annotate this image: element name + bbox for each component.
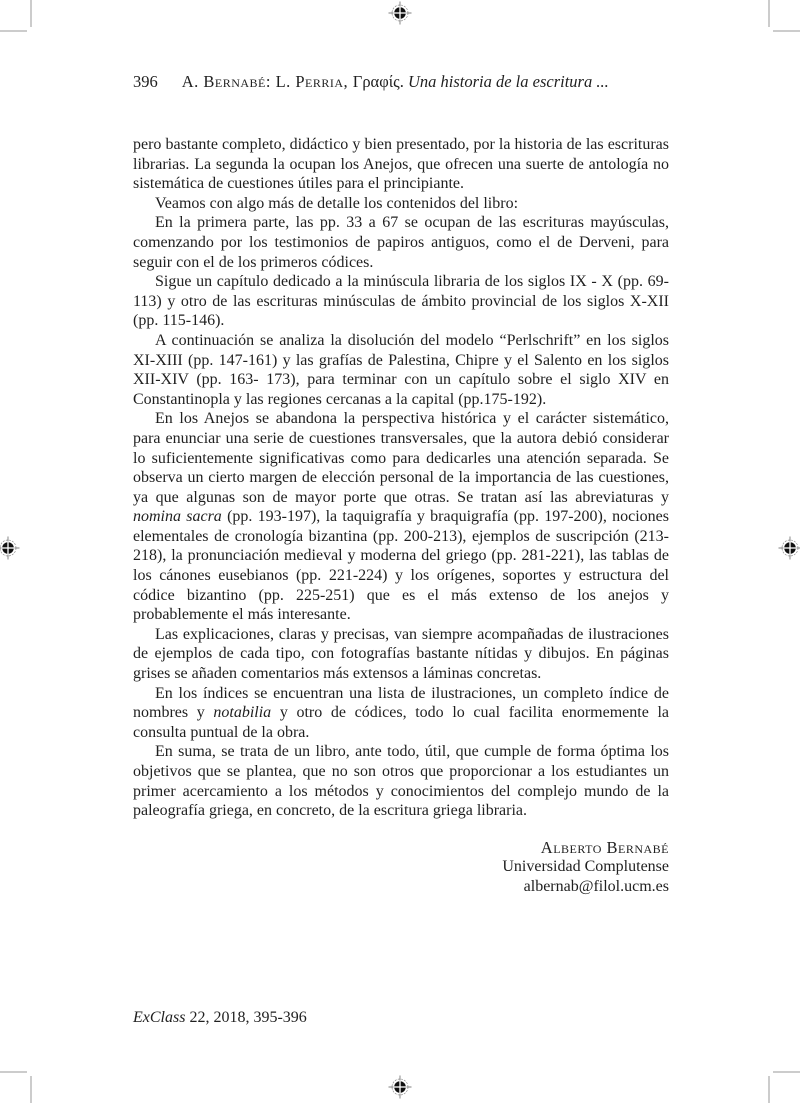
crop-mark-top-right-h — [773, 30, 800, 32]
paragraph-text: A continuación se analiza la disolución del modelo “Perlschrift” en los siglos XI-XIII (pp. 147-161) y las grafías de Palestina, Chipre y el Salento en los siglos XII-XIV (pp. 163- 173), para terminar con un capítulo sobre el siglo XIV en Constantinopla y las regiones cercanas a la capital (pp.175-192). — [133, 331, 669, 408]
registration-mark-icon — [388, 1075, 412, 1099]
registration-mark-icon — [388, 1, 412, 25]
paragraph-text: pero bastante completo, didáctico y bien presentado, por la historia de las escrituras librarias. La segunda la ocupan los Anejos, que ofrecen una suerte de antología no sistemática de cuestiones útiles para el principiante. — [133, 136, 669, 193]
page-header — [133, 72, 669, 92]
registration-mark-icon — [0, 536, 20, 560]
body-text — [133, 135, 669, 821]
paragraph — [133, 684, 669, 743]
paragraph-text: (pp. 193-197), la taquigrafía y braquigrafía (pp. 197-200), nociones elementales de cronología bizantina (pp. 200-213), ejemplos de suscripción (213-218), la pronunciación medieval y moderna del griego (pp. 281-221), las tablas de los cánones eusebianos (pp. 221-224) y los orígenes, soportes y estructura del códice bizantino (pp. 225-251) que es el más extenso de los anejos y probablemente el más interesante. — [133, 508, 669, 624]
registration-mark-icon — [778, 536, 800, 560]
citation-text: 22, 2018, 395-396 — [185, 1009, 307, 1026]
paragraph-text: Veamos con algo más de detalle los contenidos del libro: — [155, 194, 519, 212]
crop-mark-bottom-right-h — [773, 1071, 800, 1073]
paragraph — [133, 331, 669, 409]
paragraph-text: En suma, se trata de un libro, ante todo, útil, que cumple de forma óptima los objetivos que se plantea, que no son otros que proporcionar a los estudiantes un primer acercamiento a los métodos y conocimientos del complejo mundo de la paleografía griega, en concreto, de la escritura griega libraria. — [133, 743, 669, 820]
signature-affiliation: Universidad Complutense — [502, 858, 669, 876]
page-number: 396 — [133, 72, 158, 91]
review-authors: A. Bernabé: L. Perria, — [181, 72, 353, 91]
crop-mark-bottom-left-h — [0, 1071, 27, 1073]
paragraph — [133, 625, 669, 684]
paragraph-text: En la primera parte, las pp. 33 a 67 se ocupan de las escrituras mayúsculas, comenzando por los testimonios de papiros antiguos, como el de Derveni, para seguir con el de los primeros códices. — [133, 214, 669, 271]
signature-email: albernab@filol.ucm.es — [523, 877, 669, 895]
review-heading — [182, 72, 609, 92]
paragraph — [133, 135, 669, 194]
review-greek-title: Γραφίς. — [352, 72, 408, 91]
paragraph — [133, 272, 669, 331]
crop-mark-top-left-v — [30, 0, 32, 27]
paragraph — [133, 194, 669, 214]
paragraph — [133, 409, 669, 625]
paragraph-text: Sigue un capítulo dedicado a la minúscula libraria de los siglos IX - X (pp. 69-113) y otro de las escrituras minúsculas de ámbito provincial de los siglos X-XII (pp. 115-146). — [133, 273, 669, 330]
footer — [133, 1008, 307, 1028]
signature-block — [133, 838, 669, 897]
paragraph-text: Las explicaciones, claras y precisas, van siempre acompañadas de ilustraciones de ejemplos de cada tipo, con fotografías bastante nítidas y dibujos. En páginas grises se añaden comentarios más extensos a láminas concretas. — [133, 625, 669, 683]
paragraph-text: En los Anejos se abandona la perspectiva histórica y el carácter sistemático, para enunciar una serie de cuestiones transversales, que la autora debió considerar lo suficientemente significativas como para dedicarles una atención separada. Se observa un cierto margen de elección personal de la importancia de las cuestiones, ya que algunas son de mayor porte que otras. Se tratan así las abreviaturas y — [133, 410, 669, 506]
paragraph-text-italic: notabilia — [213, 704, 272, 722]
paragraph — [133, 742, 669, 820]
review-subtitle: Una historia de la escritura ... — [407, 72, 609, 91]
journal-name: ExClass — [133, 1009, 186, 1026]
paragraph-text-italic: nomina sacra — [133, 508, 222, 526]
paragraph-text: En los índices se encuentran una lista de ilustraciones, un completo índice de nombres y — [133, 684, 669, 722]
signature-author: Alberto Bernabé — [540, 837, 669, 857]
crop-mark-bottom-left-v — [30, 1076, 32, 1103]
crop-mark-top-left-h — [0, 30, 27, 32]
crop-mark-top-right-v — [768, 0, 770, 27]
text-column — [133, 72, 669, 897]
paragraph — [133, 213, 669, 272]
paragraph-text: y otro de códices, todo lo cual facilita enormemente la consulta puntual de la obra. — [133, 704, 669, 741]
crop-mark-bottom-right-v — [768, 1076, 770, 1103]
